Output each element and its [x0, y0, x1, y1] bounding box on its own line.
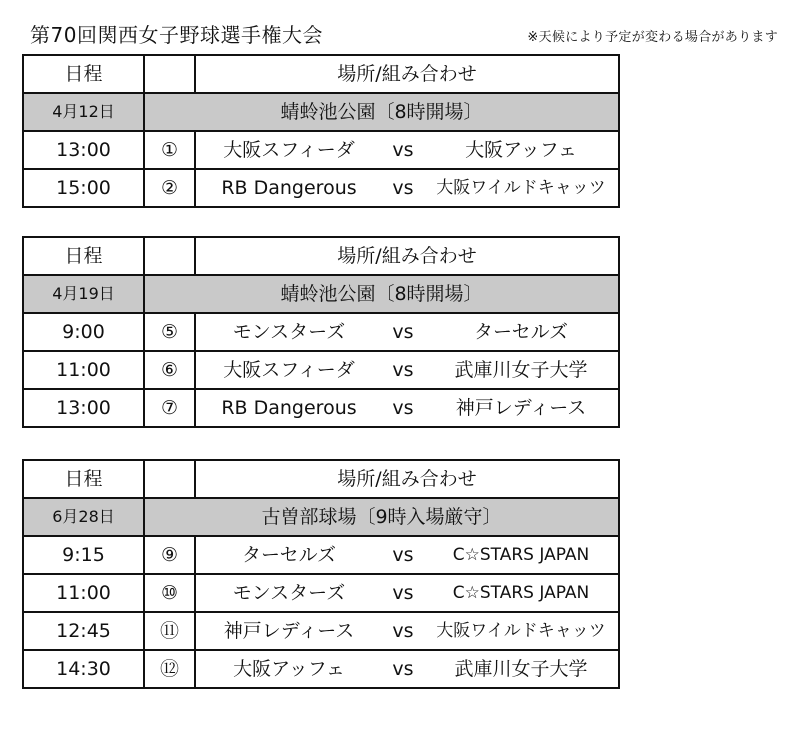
- venue-cell: 蜻蛉池公園〔8時開場〕: [144, 275, 619, 313]
- game-number: ⑩: [144, 574, 195, 612]
- game-row: [23, 574, 619, 612]
- team-a: 神戸レディース: [223, 620, 355, 642]
- table-header-row: [23, 237, 619, 275]
- game-number: ②: [144, 169, 195, 207]
- venue-cell: 古曽部球場〔9時入場厳守〕: [144, 498, 619, 536]
- team-b: ターセルズ: [473, 321, 569, 343]
- page-title: 第70回関西女子野球選手権大会: [30, 23, 323, 47]
- game-number: ①: [144, 131, 195, 169]
- vs-label: vs: [392, 544, 414, 566]
- number-header: [144, 55, 195, 93]
- vs-label: vs: [392, 620, 414, 642]
- date-row: [23, 498, 619, 536]
- team-b: 大阪ワイルドキャッツ: [436, 178, 606, 198]
- game-time: 9:00: [23, 313, 144, 351]
- date-row: [23, 93, 619, 131]
- vs-label: vs: [392, 359, 414, 381]
- game-time: 13:00: [23, 131, 144, 169]
- game-row: [23, 169, 619, 207]
- game-number: ⑪: [144, 612, 195, 650]
- game-time: 9:15: [23, 536, 144, 574]
- game-row: [23, 612, 619, 650]
- date-cell: 6月28日: [23, 498, 144, 536]
- venue-header: 場所/組み合わせ: [195, 237, 619, 275]
- team-b: 武庫川女子大学: [454, 658, 588, 680]
- matchup-cell: [195, 536, 619, 574]
- vs-label: vs: [392, 321, 414, 343]
- team-a: モンスターズ: [232, 321, 346, 343]
- date-row: [23, 275, 619, 313]
- matchup-cell: [195, 612, 619, 650]
- game-time: 12:45: [23, 612, 144, 650]
- game-number: ⑥: [144, 351, 195, 389]
- game-time: 14:30: [23, 650, 144, 688]
- game-number: ⑨: [144, 536, 195, 574]
- schedule-header: 日程: [23, 237, 144, 275]
- matchup-cell: [195, 650, 619, 688]
- team-a: 大阪アッフェ: [233, 658, 345, 680]
- vs-label: vs: [392, 658, 414, 680]
- date-cell: 4月12日: [23, 93, 144, 131]
- vs-label: vs: [392, 177, 414, 199]
- team-a: モンスターズ: [232, 582, 346, 604]
- team-b: C☆STARS JAPAN: [452, 545, 590, 565]
- team-b: 大阪アッフェ: [465, 139, 577, 161]
- team-b: 武庫川女子大学: [454, 359, 588, 381]
- table-header-row: [23, 55, 619, 93]
- venue-header: 場所/組み合わせ: [195, 55, 619, 93]
- venue-header: 場所/組み合わせ: [195, 460, 619, 498]
- game-time: 13:00: [23, 389, 144, 427]
- date-cell: 4月19日: [23, 275, 144, 313]
- team-a: RB Dangerous: [221, 397, 357, 419]
- game-time: 11:00: [23, 351, 144, 389]
- table-header-row: [23, 460, 619, 498]
- team-a: 大阪スフィーダ: [223, 359, 355, 381]
- game-row: [23, 389, 619, 427]
- game-number: ⑫: [144, 650, 195, 688]
- game-number: ⑤: [144, 313, 195, 351]
- matchup-cell: [195, 351, 619, 389]
- venue-cell: 蜻蛉池公園〔8時開場〕: [144, 93, 619, 131]
- schedule-header: 日程: [23, 460, 144, 498]
- game-row: [23, 650, 619, 688]
- matchup-cell: [195, 131, 619, 169]
- weather-note: ※天候により予定が変わる場合があります: [527, 30, 778, 45]
- game-row: [23, 351, 619, 389]
- number-header: [144, 460, 195, 498]
- game-row: [23, 536, 619, 574]
- schedule-table-1: [22, 54, 620, 208]
- game-row: [23, 131, 619, 169]
- game-number: ⑦: [144, 389, 195, 427]
- schedule-table-2: [22, 236, 620, 428]
- team-a: RB Dangerous: [221, 177, 357, 199]
- team-b: 神戸レディース: [455, 397, 587, 419]
- matchup-cell: [195, 169, 619, 207]
- vs-label: vs: [392, 139, 414, 161]
- matchup-cell: [195, 574, 619, 612]
- vs-label: vs: [392, 582, 414, 604]
- matchup-cell: [195, 313, 619, 351]
- team-b: C☆STARS JAPAN: [452, 583, 590, 603]
- team-b: 大阪ワイルドキャッツ: [436, 621, 606, 641]
- team-a: ターセルズ: [241, 544, 337, 566]
- number-header: [144, 237, 195, 275]
- team-a: 大阪スフィーダ: [223, 139, 355, 161]
- schedule-header: 日程: [23, 55, 144, 93]
- game-time: 11:00: [23, 574, 144, 612]
- vs-label: vs: [392, 397, 414, 419]
- game-row: [23, 313, 619, 351]
- game-time: 15:00: [23, 169, 144, 207]
- matchup-cell: [195, 389, 619, 427]
- schedule-table-3: [22, 459, 620, 689]
